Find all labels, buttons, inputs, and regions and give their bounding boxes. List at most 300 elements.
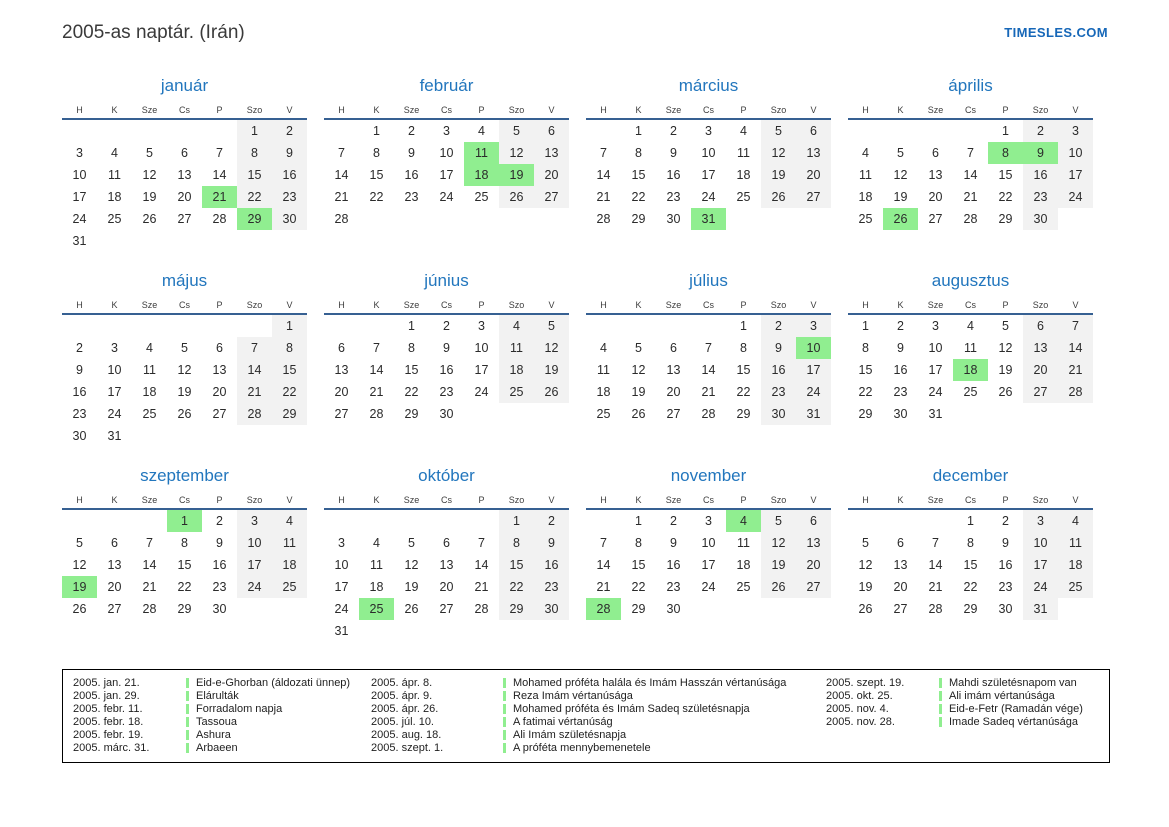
day-cell: 10 (796, 337, 831, 359)
day-cell-empty (62, 120, 97, 142)
day-cell-empty (848, 120, 883, 142)
day-cell-empty (97, 230, 132, 252)
day-cell: 7 (967, 146, 974, 160)
weekday-header: V (548, 105, 555, 115)
weekday-header: V (286, 495, 293, 505)
day-cell: 30 (761, 403, 796, 425)
weekday-header: V (1072, 300, 1079, 310)
weekday-header: P (740, 495, 747, 505)
day-cell-empty (359, 510, 394, 532)
month-calendar (848, 75, 1093, 270)
day-cell: 29 (631, 212, 646, 226)
day-cell: 27 (534, 186, 569, 208)
day-cell: 29 (998, 212, 1013, 226)
legend-label-text: Mohamed próféta és Imám Sadeq születésnapja (513, 702, 750, 715)
day-cell: 3 (237, 510, 272, 532)
month-calendar (324, 465, 569, 660)
month-body (62, 510, 307, 620)
day-cell: 1 (635, 124, 642, 138)
day-cell: 25 (858, 212, 873, 226)
weekday-header: H (862, 495, 869, 505)
day-cell: 15 (272, 359, 307, 381)
day-cell: 29 (736, 407, 751, 421)
day-cell: 1 (373, 124, 380, 138)
day-cell-empty (918, 120, 953, 142)
day-cell: 25 (107, 212, 122, 226)
day-cell: 21 (237, 381, 272, 403)
day-cell-empty (534, 620, 569, 642)
day-cell: 16 (272, 164, 307, 186)
weekday-header: V (548, 300, 555, 310)
holiday-marker-icon (503, 704, 506, 714)
legend-date: 2005. aug. 18. (371, 728, 442, 741)
weekday-header: P (216, 105, 223, 115)
legend-label (503, 677, 786, 689)
day-cell-empty (1058, 208, 1093, 230)
day-cell: 20 (534, 164, 569, 186)
day-cell: 21 (701, 385, 716, 399)
day-cell: 13 (334, 363, 349, 377)
day-cell: 9 (216, 536, 223, 550)
day-cell: 8 (272, 337, 307, 359)
day-cell: 15 (963, 558, 978, 572)
day-cell: 25 (1058, 576, 1093, 598)
day-cell: 17 (474, 363, 489, 377)
weekday-header: Szo (1032, 105, 1049, 115)
day-cell: 1 (1002, 124, 1009, 138)
weekday-header: Szo (770, 300, 787, 310)
weekday-header: Szo (770, 105, 787, 115)
day-cell: 3 (338, 536, 345, 550)
weekday-row (848, 102, 1093, 120)
day-cell: 27 (107, 602, 122, 616)
legend-date: 2005. febr. 19. (73, 728, 144, 741)
month-calendar (62, 75, 307, 270)
day-cell: 12 (998, 341, 1013, 355)
day-cell: 7 (373, 341, 380, 355)
day-cell-empty (324, 120, 359, 142)
day-cell-empty (988, 403, 1023, 425)
weekday-header: Szo (1032, 495, 1049, 505)
day-cell: 18 (736, 168, 751, 182)
legend-date: 2005. nov. 4. (826, 702, 889, 715)
weekday-header: Sze (403, 105, 420, 115)
day-cell: 21 (928, 580, 943, 594)
day-cell: 19 (142, 190, 157, 204)
day-cell: 4 (726, 510, 761, 532)
day-cell: 11 (1058, 532, 1093, 554)
day-cell: 5 (181, 341, 188, 355)
day-cell: 20 (1023, 359, 1058, 381)
month-calendar (848, 465, 1093, 660)
day-cell: 13 (212, 363, 227, 377)
day-cell: 30 (534, 598, 569, 620)
day-cell: 18 (464, 164, 499, 186)
weekday-header: V (286, 105, 293, 115)
day-cell: 15 (631, 558, 646, 572)
day-cell: 12 (761, 142, 796, 164)
day-cell: 3 (705, 124, 712, 138)
day-cell: 16 (893, 363, 908, 377)
day-cell-empty (237, 230, 272, 252)
weekday-header: V (810, 300, 817, 310)
holiday-marker-icon (186, 743, 189, 753)
day-cell: 25 (596, 407, 611, 421)
legend-date: 2005. ápr. 9. (371, 689, 433, 702)
day-cell: 9 (272, 142, 307, 164)
day-cell: 30 (893, 407, 908, 421)
holiday-marker-icon (186, 704, 189, 714)
day-cell: 24 (237, 576, 272, 598)
month-title: szeptember (140, 466, 229, 485)
day-cell: 25 (499, 381, 534, 403)
day-cell: 23 (534, 576, 569, 598)
day-cell-empty (394, 208, 429, 230)
day-cell: 20 (796, 554, 831, 576)
day-cell-empty (97, 315, 132, 337)
day-cell: 23 (439, 385, 454, 399)
brand-link[interactable]: TIMESLES.COM (1004, 25, 1108, 40)
day-cell: 25 (474, 190, 489, 204)
legend-label-text: Ali Imám születésnapja (513, 728, 627, 741)
day-cell-empty (499, 208, 534, 230)
day-cell-empty (167, 425, 202, 447)
day-cell: 23 (272, 186, 307, 208)
day-cell: 15 (369, 168, 384, 182)
legend-label-text: A próféta mennybemenetele (513, 741, 651, 754)
day-cell: 27 (1023, 381, 1058, 403)
weekday-header: K (635, 495, 642, 505)
day-cell: 10 (334, 558, 349, 572)
day-cell: 2 (408, 124, 415, 138)
weekday-header: H (862, 105, 869, 115)
legend-item (826, 689, 1083, 702)
day-cell: 7 (600, 536, 607, 550)
day-cell-empty (726, 598, 761, 620)
day-cell: 22 (499, 576, 534, 598)
month-title: november (670, 466, 747, 485)
weekday-header: K (373, 105, 380, 115)
day-cell: 5 (1002, 319, 1009, 333)
day-cell: 24 (1058, 186, 1093, 208)
day-cell: 17 (334, 580, 349, 594)
day-cell-empty (796, 598, 831, 620)
day-cell: 24 (334, 602, 349, 616)
legend-label-text: Ali imám vértanúsága (949, 689, 1055, 702)
day-cell-empty (394, 620, 429, 642)
day-cell: 13 (928, 168, 943, 182)
legend-item (73, 741, 371, 754)
weekday-header: K (897, 495, 904, 505)
day-cell-empty (1023, 403, 1058, 425)
day-cell: 7 (600, 146, 607, 160)
day-cell-empty (691, 315, 726, 337)
day-cell: 29 (177, 602, 192, 616)
day-cell: 28 (334, 212, 349, 226)
day-cell-empty (237, 598, 272, 620)
day-cell: 6 (111, 536, 118, 550)
holiday-marker-icon (503, 678, 506, 688)
day-cell: 21 (369, 385, 384, 399)
page-title: 2005-as naptár. (Irán) (62, 22, 245, 43)
month-body (848, 510, 1093, 620)
day-cell: 24 (474, 385, 489, 399)
day-cell: 26 (177, 407, 192, 421)
holiday-marker-icon (939, 717, 942, 727)
weekday-header: Cs (441, 495, 452, 505)
weekday-header: Cs (965, 495, 976, 505)
month-body (324, 120, 569, 230)
day-cell: 2 (1002, 514, 1009, 528)
day-cell: 29 (272, 403, 307, 425)
day-cell-empty (324, 315, 359, 337)
weekday-header: P (740, 105, 747, 115)
month-calendar (62, 465, 307, 660)
day-cell-empty (132, 315, 167, 337)
day-cell-empty (534, 403, 569, 425)
weekday-header: K (111, 105, 118, 115)
day-cell: 17 (796, 359, 831, 381)
legend-label (186, 742, 238, 754)
day-cell: 9 (897, 341, 904, 355)
day-cell: 28 (963, 212, 978, 226)
legend-date: 2005. márc. 31. (73, 741, 150, 754)
day-cell: 16 (72, 385, 87, 399)
weekday-header: V (810, 495, 817, 505)
day-cell: 30 (439, 407, 454, 421)
weekday-header: Sze (927, 495, 944, 505)
day-cell: 21 (474, 580, 489, 594)
weekday-header: P (1002, 495, 1009, 505)
day-cell: 10 (107, 363, 122, 377)
day-cell: 18 (736, 558, 751, 572)
weekday-header: Sze (665, 495, 682, 505)
legend-item (73, 728, 371, 741)
weekday-header: Sze (403, 300, 420, 310)
day-cell-empty (464, 510, 499, 532)
legend-label-text: Tassoua (196, 715, 237, 728)
day-cell: 3 (1058, 120, 1093, 142)
day-cell-empty (202, 315, 237, 337)
month-title: április (948, 76, 993, 95)
day-cell: 10 (72, 168, 87, 182)
day-cell: 14 (474, 558, 489, 572)
day-cell: 22 (177, 580, 192, 594)
day-cell: 24 (72, 212, 87, 226)
calendar-grid (62, 75, 1169, 660)
weekday-row (848, 297, 1093, 315)
day-cell: 2 (670, 124, 677, 138)
day-cell-empty (132, 120, 167, 142)
day-cell-empty (132, 230, 167, 252)
month-calendar (586, 465, 831, 660)
legend-date: 2005. szept. 19. (826, 676, 905, 689)
legend-label (186, 716, 237, 728)
day-cell: 28 (701, 407, 716, 421)
day-cell: 11 (143, 363, 156, 377)
day-cell: 5 (761, 120, 796, 142)
day-cell: 19 (62, 576, 97, 598)
day-cell: 26 (858, 602, 873, 616)
day-cell: 22 (858, 385, 873, 399)
day-cell: 22 (631, 190, 646, 204)
day-cell: 7 (216, 146, 223, 160)
day-cell: 13 (439, 558, 454, 572)
legend-item (73, 702, 371, 715)
day-cell: 13 (893, 558, 908, 572)
day-cell: 23 (1023, 186, 1058, 208)
day-cell: 24 (701, 190, 716, 204)
month-title: február (419, 76, 474, 95)
weekday-header: Sze (141, 300, 158, 310)
day-cell: 26 (761, 576, 796, 598)
weekday-header: Cs (179, 105, 190, 115)
weekday-header: K (635, 300, 642, 310)
day-cell-empty (132, 425, 167, 447)
month-body (62, 315, 307, 447)
day-cell: 6 (796, 120, 831, 142)
day-cell-empty (237, 315, 272, 337)
day-cell: 30 (1023, 208, 1058, 230)
day-cell: 10 (1023, 532, 1058, 554)
day-cell: 7 (478, 536, 485, 550)
day-cell: 21 (142, 580, 157, 594)
weekday-header: Szo (246, 300, 263, 310)
day-cell: 17 (701, 558, 716, 572)
holiday-marker-icon (939, 678, 942, 688)
day-cell: 10 (1058, 142, 1093, 164)
day-cell-empty (167, 230, 202, 252)
day-cell: 26 (631, 407, 646, 421)
day-cell: 22 (369, 190, 384, 204)
day-cell: 25 (272, 576, 307, 598)
day-cell: 4 (862, 146, 869, 160)
day-cell: 24 (928, 385, 943, 399)
day-cell: 3 (443, 124, 450, 138)
legend-label-text: Reza Imám vértanúsága (513, 689, 633, 702)
day-cell: 11 (108, 168, 121, 182)
day-cell: 16 (404, 168, 419, 182)
holiday-marker-icon (939, 691, 942, 701)
day-cell-empty (359, 315, 394, 337)
day-cell: 24 (439, 190, 454, 204)
day-cell: 4 (373, 536, 380, 550)
day-cell: 13 (796, 532, 831, 554)
day-cell: 27 (893, 602, 908, 616)
legend-label (186, 703, 282, 715)
day-cell-empty (1058, 598, 1093, 620)
day-cell-empty (499, 403, 534, 425)
day-cell: 8 (862, 341, 869, 355)
legend-label (186, 677, 350, 689)
day-cell: 25 (963, 385, 978, 399)
day-cell: 13 (796, 142, 831, 164)
day-cell: 8 (499, 532, 534, 554)
day-cell: 9 (670, 536, 677, 550)
day-cell-empty (359, 620, 394, 642)
day-cell: 4 (499, 315, 534, 337)
weekday-row (586, 297, 831, 315)
day-cell-empty (761, 208, 796, 230)
day-cell: 30 (72, 429, 87, 443)
day-cell: 14 (212, 168, 227, 182)
day-cell: 24 (1023, 576, 1058, 598)
weekday-header: Szo (508, 105, 525, 115)
day-cell: 26 (404, 602, 419, 616)
weekday-header: Szo (508, 300, 525, 310)
legend-date: 2005. jan. 21. (73, 676, 140, 689)
day-cell: 28 (1058, 381, 1093, 403)
day-cell: 11 (737, 536, 750, 550)
day-cell: 14 (237, 359, 272, 381)
day-cell-empty (499, 620, 534, 642)
day-cell: 5 (635, 341, 642, 355)
day-cell-empty (464, 620, 499, 642)
day-cell: 8 (373, 146, 380, 160)
month-body (586, 315, 831, 425)
day-cell: 6 (443, 536, 450, 550)
day-cell: 11 (499, 337, 534, 359)
legend-label (503, 703, 750, 715)
day-cell: 10 (701, 536, 716, 550)
day-cell-empty (429, 620, 464, 642)
weekday-header: H (600, 300, 607, 310)
legend-item (371, 728, 826, 741)
legend-item (826, 702, 1083, 715)
day-cell: 15 (736, 363, 751, 377)
weekday-header: Sze (141, 105, 158, 115)
day-cell: 17 (701, 168, 716, 182)
day-cell-empty (202, 120, 237, 142)
day-cell: 11 (597, 363, 610, 377)
day-cell: 8 (237, 142, 272, 164)
day-cell: 10 (237, 532, 272, 554)
day-cell: 1 (740, 319, 747, 333)
day-cell: 2 (1023, 120, 1058, 142)
day-cell: 7 (932, 536, 939, 550)
day-cell: 20 (212, 385, 227, 399)
day-cell: 14 (596, 558, 611, 572)
weekday-row (62, 102, 307, 120)
day-cell: 3 (932, 319, 939, 333)
weekday-header: H (76, 495, 83, 505)
day-cell-empty (848, 510, 883, 532)
weekday-header: H (76, 105, 83, 115)
day-cell: 1 (408, 319, 415, 333)
day-cell: 5 (897, 146, 904, 160)
weekday-header: H (600, 495, 607, 505)
day-cell: 2 (670, 514, 677, 528)
holiday-marker-icon (503, 691, 506, 701)
weekday-row (848, 492, 1093, 510)
day-cell-empty (691, 598, 726, 620)
legend-label-text: Ashura (196, 728, 231, 741)
day-cell: 5 (499, 120, 534, 142)
day-cell: 26 (534, 381, 569, 403)
day-cell: 11 (370, 558, 383, 572)
day-cell: 22 (237, 186, 272, 208)
weekday-row (62, 297, 307, 315)
legend-item (73, 715, 371, 728)
weekday-header: H (338, 495, 345, 505)
weekday-header: Sze (927, 300, 944, 310)
day-cell-empty (621, 315, 656, 337)
day-cell: 4 (740, 124, 747, 138)
day-cell: 14 (596, 168, 611, 182)
day-cell: 27 (439, 602, 454, 616)
page-header (0, 0, 1169, 46)
legend-date: 2005. ápr. 26. (371, 702, 439, 715)
